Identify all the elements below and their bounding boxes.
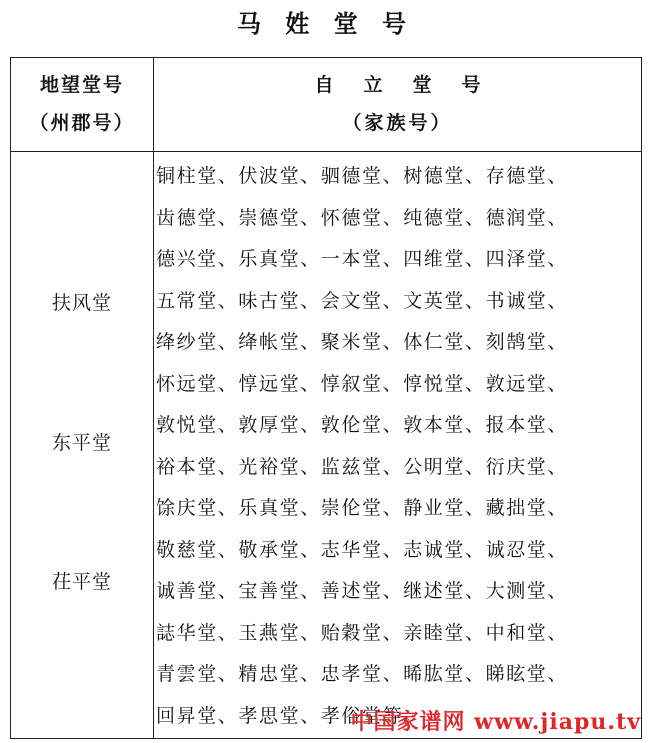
region-chiping: 茌平堂 [51,571,112,593]
region-dongping: 东平堂 [51,432,112,454]
header-family-hall-names [154,66,641,142]
header-right-line-2: （家族号） [342,112,453,134]
names-row: 铜柱堂、伏波堂、驷德堂、树德堂、存德堂、 [156,165,569,187]
header-regional-hall-names [11,66,153,142]
hall-name-table [10,57,642,739]
names-row: 绛纱堂、绛帐堂、聚米堂、体仁堂、刻鹄堂、 [156,331,569,353]
names-row: 怀远堂、惇远堂、惇叙堂、惇悦堂、敦远堂、 [156,372,569,395]
names-row: 敦悦堂、敦厚堂、敦伦堂、敦本堂、报本堂、 [156,414,569,436]
region-fufeng: 扶风堂 [51,292,112,314]
names-row: 德兴堂、乐真堂、一本堂、四维堂、四泽堂、 [156,248,569,270]
names-row: 青雲堂、精忠堂、忠孝堂、晞肱堂、睇眩堂、 [156,663,569,685]
names-row: 齿德堂、崇德堂、怀德堂、纯德堂、德润堂、 [156,206,569,229]
names-row: 五常堂、味古堂、会文堂、文英堂、书诚堂、 [156,289,569,312]
header-left-line-2: （州郡号） [29,112,135,134]
names-row: 誌华堂、玉燕堂、贻穀堂、亲睦堂、中和堂、 [156,621,569,644]
column-divider [153,58,154,738]
names-row: 敬慈堂、敬承堂、志华堂、志诚堂、诚忍堂、 [156,538,569,561]
header-divider [11,151,641,152]
names-row: 诚善堂、宝善堂、善述堂、继述堂、大测堂、 [156,580,569,602]
header-left-line-1: 地望堂号 [39,74,124,96]
family-hall-names-list [156,156,636,737]
site-watermark: 中国家谱网 www.jiapu.tv [350,709,641,735]
page-title: 马 姓 堂 号 [236,9,415,38]
names-row: 裕本堂、光裕堂、监兹堂、公明堂、衍庆堂、 [156,455,569,478]
names-row: 回昇堂、孝思堂、孝俗堂等。 [156,704,424,727]
names-row: 馀庆堂、乐真堂、崇伦堂、静业堂、藏拙堂、 [156,497,569,519]
header-right-line-1: 自立堂号 [314,74,511,96]
